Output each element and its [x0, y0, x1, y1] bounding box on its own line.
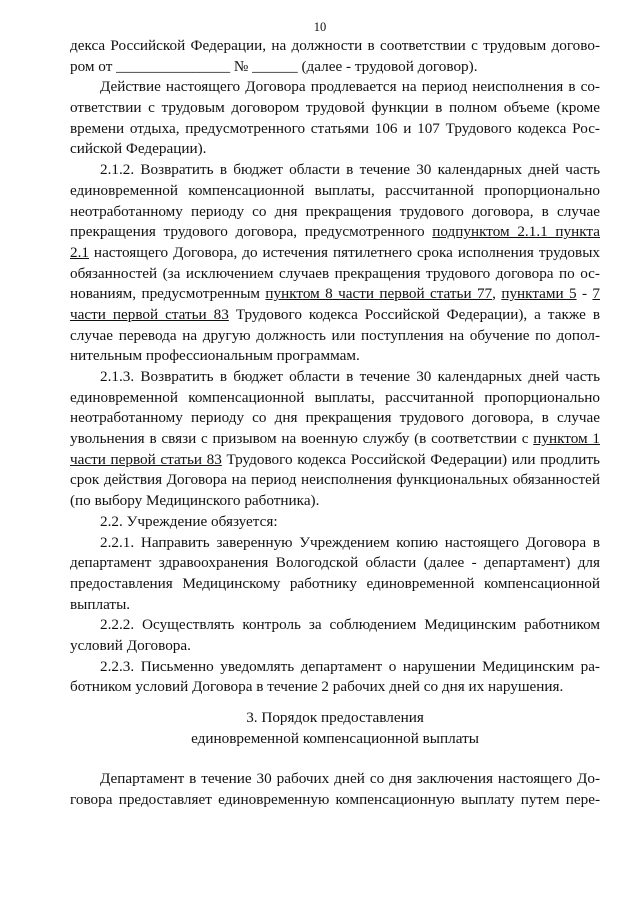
text-line [70, 429, 600, 450]
text-line: нительным профессиональным программам. [70, 347, 360, 365]
spacer [70, 749, 600, 769]
text-line: случае перевода на другую должность или поступления на обучение по допол- [70, 326, 600, 344]
section-3-title: 3. Порядок предоставления [246, 709, 424, 726]
text-fragment: увольнения в связи с призывом на военную службу (в соответствии с [70, 430, 534, 448]
link-point-7[interactable]: 7 [592, 285, 600, 303]
text-fragment: , [492, 285, 502, 303]
text-line: срок действия Договора на период неисполнения функциональных обязанностей [70, 471, 600, 489]
clause-2-2-2-heading-line: 2.2.2. Осуществлять контроль за соблюдением Медицинским работником [100, 616, 600, 634]
text-line: (по выбору Медицинского работника). [70, 492, 320, 510]
link-points-5[interactable]: пунктами 5 [501, 285, 577, 303]
link-article-83[interactable]: части первой статьи 83 [70, 305, 229, 323]
link-article-77[interactable]: пунктом 8 части первой статьи 77 [265, 285, 493, 303]
document-body [70, 36, 600, 811]
text-fragment: Трудового кодекса Российской Федерации), а также в [228, 305, 600, 323]
section-3-subtitle: единовременной компенсационной выплаты [191, 729, 479, 747]
text-line: Действие настоящего Договора продлевается на период неисполнения в со- [100, 78, 600, 96]
text-line [70, 305, 600, 326]
text-line: предоставления Медицинскому работнику единовременной компенсационной [70, 574, 600, 592]
text-line [70, 243, 600, 264]
text-fragment: прекращения трудового договора, предусмотренного [70, 223, 433, 241]
text-fragment: Трудового кодекса Российской Федерации) или продлить [221, 450, 600, 468]
link-subpoint-2-1-1[interactable]: подпунктом 2.1.1 пункта [432, 223, 600, 241]
text-line [70, 222, 600, 243]
text-fragment: - [576, 285, 593, 303]
text-line: Департамент в течение 30 рабочих дней со дня заключения настоящего До- [100, 770, 600, 788]
clause-2-1-2-heading-line: 2.1.2. Возвратить в бюджет области в течение 30 календарных дней часть [100, 161, 600, 179]
link-point-2-1[interactable]: 2.1 [70, 243, 89, 261]
text-line: говора предоставляет единовременную компенсационную выплату путем пере- [70, 791, 600, 809]
text-line: ром от _______________ № ______ (далее - трудовой договор). [70, 57, 478, 75]
link-point-1[interactable]: пунктом 1 [533, 430, 600, 448]
text-line: условий Договора. [70, 636, 191, 654]
text-line: декса Российской Федерации, на должности в соответствии с трудовым догово- [70, 37, 600, 54]
text-line: неотработанному периоду со дня прекращения трудового договора, в случае [70, 202, 600, 220]
text-line: ботником условий Договора в течение 2 рабочих дней со дня их нарушения. [70, 678, 564, 696]
clause-2-2-heading: 2.2. Учреждение обязуется: [100, 512, 278, 530]
text-line: департамент здравоохранения Вологодской области (далее - департамент) для [70, 554, 600, 572]
clause-2-2-1-heading-line: 2.2.1. Направить заверенную Учреждением копию настоящего Договора в [100, 533, 600, 551]
clause-2-1-3-heading-line: 2.1.3. Возвратить в бюджет области в течение 30 календарных дней часть [100, 368, 600, 385]
text-line: времени отдыха, предусмотренного статьями 106 и 107 Трудового кодекса Рос- [70, 119, 600, 137]
clause-2-2-3-heading-line: 2.2.3. Письменно уведомлять департамент о нарушении Медицинским ра- [100, 657, 600, 675]
text-fragment: настоящего Договора, до истечения пятилетнего срока исполнения трудовых [88, 243, 600, 261]
text-line [70, 284, 600, 305]
page-number: 10 [313, 20, 327, 34]
text-line: выплаты. [70, 595, 131, 613]
text-fragment: нованиям, предусмотренным [70, 285, 266, 303]
text-line [70, 450, 600, 471]
link-article-83-part-1[interactable]: части первой статьи 83 [70, 450, 222, 468]
text-line: неотработанному периоду со дня прекращения трудового договора, в случае [70, 409, 600, 427]
spacer [70, 698, 600, 708]
text-line: сийской Федерации). [70, 140, 207, 158]
text-line: единовременной компенсационной выплаты, рассчитанной пропорционально [70, 181, 600, 199]
text-line: единовременной компенсационной выплаты, рассчитанной пропорционально [70, 388, 600, 406]
text-line: обязанностей (за исключением случаев прекращения трудового договора по ос- [70, 264, 600, 282]
text-line: ответствии с трудовым договором трудовой функции в полном объеме (кроме [70, 99, 600, 117]
